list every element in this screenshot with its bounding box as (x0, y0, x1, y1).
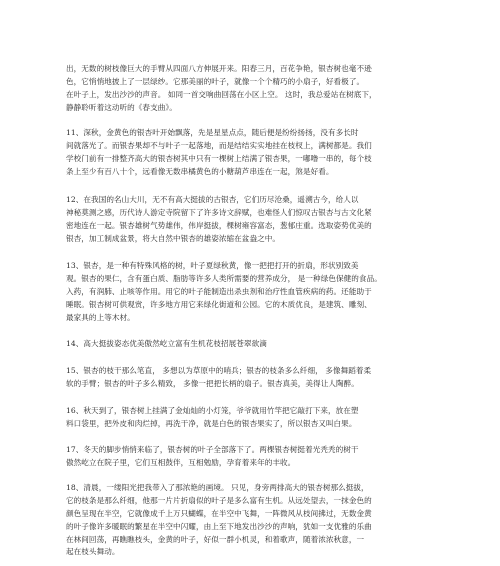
text-line: 11、深秋，金黄色的银杏叶开始飘落，先是星星点点，随后便是纷纷扬扬，没有多长时 (66, 128, 359, 137)
text-line: 出，无数的树枝像巨大的手臂从四面八方伸展开来。阳春三月，百花争艳，银杏树也毫不逊 (66, 64, 372, 73)
paragraph-12 (66, 194, 438, 246)
paragraph-11 (66, 127, 438, 179)
text-line: 神秘莫测之感，历代诗人游定寺院留下了许多诗文辞赋，也难怪人们惊叹古银杏与古文化紧 (66, 207, 372, 217)
text-line: 15、银杏的枝干那么笔直， 多想以为草原中的哨兵；银杏的枝条多么纤细， 多像舞蹈着柔 (66, 366, 372, 375)
text-line: 睡眠。银杏树可供观赏，许多地方用它来绿化街道和公园。它的木质优良，是建筑、雕刻、 (66, 299, 372, 309)
text-line: 在叶子上，发出沙沙的声音。 如同一首交响曲回荡在小区上空。 这时，我总爱站在树底下， (66, 89, 377, 99)
text-line: 它的枝条是那么纤细，他那一片片折扇似的叶子是多么富有生机。从远处望去，一抹金色的 (66, 495, 372, 505)
paragraph-14 (66, 338, 438, 351)
text-line: 学校门前有一排整齐高大的银杏树其中只有一棵树上结满了银杏果，一嘟噜一串的，每个枝 (66, 153, 372, 163)
paragraph-17 (66, 444, 438, 470)
text-line: 的叶子像许多暖眠的繁星在半空中闪耀，由上至下地发出沙沙的声响，犹如一支优雅的乐曲 (66, 521, 372, 531)
text-line: 最家具的上等木材。 (66, 312, 135, 322)
paragraph-15 (66, 365, 438, 391)
text-line: 料口袋里，把外皮和肉烂掉，再洗干净，就是白色的银杏果实了，所以银杏又叫白果。 (66, 418, 357, 428)
text-line: 色，它悄悄地披上了一层绿纱。它那美丽的叶子，就像一个个精巧的小扇子，好看极了。 (66, 76, 365, 86)
text-line: 在林间回荡，再瞧瞧枝头，金黄的叶子，好似一群小机灵，和着歌声，随着浓浓秋意，一 (66, 534, 365, 544)
text-line: 17、冬天的脚步悄悄来临了，银杏树的叶子全部落下了。两棵银杏树挺着光秃秃的树干 (66, 445, 359, 454)
text-line: 颜色呈现在半空，它就像成千上万只蝴蝶，在半空中飞舞，一阵微风从枝间拂过，无数金黄 (66, 508, 372, 518)
text-line: 入药，有润肺、止咳等作用。用它的叶子能制造出杀虫剂和治疗性血管疾病的药。还能助于 (66, 286, 372, 296)
text-line: 条上至少有百八十个，远看像无数串橘黄色的小糖葫芦串连在一起，煞是好看。 (66, 166, 334, 176)
paragraph-16 (66, 405, 438, 431)
text-line: 银杏，加工制成盆景，将大自然中银杏的雄姿浓缩在盆盎之中。 (66, 233, 281, 243)
text-line: 18、清晨，一缕阳光把我带入了那浓艳的画境。 只见，身旁两排高大的银杏树那么挺拔， (66, 483, 369, 492)
paragraph-intro (66, 63, 438, 115)
text-line: 13、银杏，是一种有特殊风格的树，叶子夏绿秋黄，像一把把打开的折扇，形状别致美 (66, 261, 359, 270)
paragraph-13 (66, 260, 438, 324)
paragraph-18 (66, 482, 438, 559)
text-line: 16、秋天到了，银杏树上挂满了金灿灿的小灯笼，爷爷就用竹竿把它敲打下来，放在塑 (66, 406, 359, 415)
text-line: 软的手臂；银杏的叶子多么精致， 多像一把把长柄的扇子。银杏真美，美得让人陶醉。 (66, 378, 359, 388)
text-line: 傲然屹立在院子里，它们互相鼓伴，互相勉励，孕育着来年的丰收。 (66, 457, 296, 467)
text-line: 12、在我国的名山大川，无不有高大挺拔的古银杏，它们历尽沧桑，遥溯古今，给人以 (66, 195, 359, 204)
text-line: 间就落光了。而银杏果却不与叶子一起落地，而是结结实实地挂在枝杈上，满树都是。我们 (66, 140, 372, 150)
text-line: 14、高大挺拔姿态优美傲然屹立富有生机花枝招展苍翠欲滴 (66, 339, 267, 348)
text-line: 起在枝头舞动。 (66, 547, 120, 557)
text-line: 密地连在一起。银杏雄树气势雄伟，伟岸挺拔，棵树雍容富态，葱郁庄重。选取姿势优美的 (66, 220, 372, 230)
text-line: 观。银杏的果仁，含有蛋白质、脂肪等许多人类所需要的营养成分， 是一种绿色保健的食品。 (66, 273, 382, 283)
text-line: 静静聆听着这动听的《春支曲》。 (66, 102, 177, 112)
